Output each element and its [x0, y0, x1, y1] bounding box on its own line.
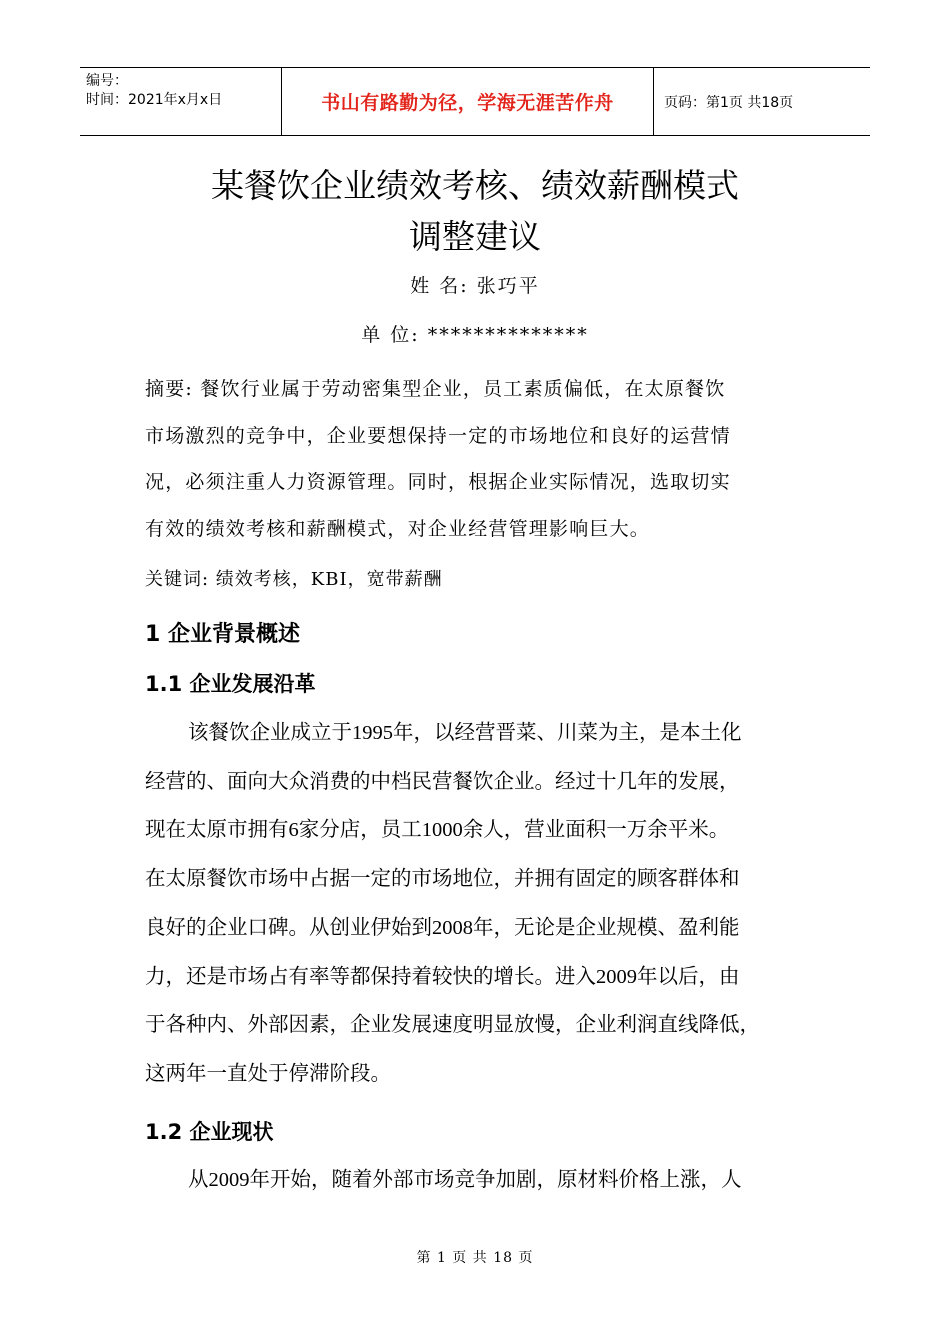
keywords: 关键词: 绩效考核，KBI，宽带薪酬 [145, 569, 443, 590]
header-motto-cell [282, 68, 654, 135]
paragraph-line: 力，还是市场占有率等都保持着较快的增长。进入2009年以后，由 [145, 965, 740, 988]
abstract-line: 市场激烈的竞争中，企业要想保持一定的市场地位和良好的运营情 [145, 424, 731, 447]
subsection-heading: 1.2 企业现状 [145, 1120, 274, 1144]
author-name: 姓 名: 张巧平 [410, 275, 540, 297]
number-label: 编号： [86, 73, 128, 89]
author-unit: 单 位: ************** [361, 324, 589, 346]
paragraph-line: 该餐饮企业成立于1995年，以经营晋菜、川菜为主，是本土化 [188, 722, 742, 744]
paragraph-line: 这两年一直处于停滞阶段。 [145, 1062, 391, 1085]
motto-text: 书山有路勤为径，学海无涯苦作舟 [321, 92, 614, 114]
abstract-line: 况，必须注重人力资源管理。同时，根据企业实际情况，选取切实 [145, 471, 731, 493]
paragraph-line: 良好的企业口碑。从创业伊始到2008年，无论是企业规模、盈利能 [145, 916, 740, 939]
paragraph-line: 于各种内、外部因素，企业发展速度明显放慢，企业利润直线降低， [145, 1014, 760, 1037]
page-info: 页码：第1页 共18页 [664, 94, 794, 111]
header-info-cell [80, 68, 282, 135]
paragraph [145, 709, 815, 1099]
abstract-line: 有效的绩效考核和薪酬模式，对企业经营管理影响巨大。 [145, 517, 651, 540]
paragraph-line: 现在太原市拥有6家分店，员工1000余人，营业面积一万余平米。 [145, 819, 730, 842]
paragraph [145, 1156, 815, 1205]
page-footer: 第 1 页 共 18 页 [416, 1250, 534, 1266]
subsection-heading: 1.1 企业发展沿革 [145, 672, 316, 696]
paragraph-line: 经营的、面向大众消费的中档民营餐饮企业。经过十几年的发展， [145, 770, 740, 793]
document-title-line1: 某餐饮企业绩效考核、绩效薪酬模式 [211, 166, 739, 205]
header-page-cell [654, 68, 870, 135]
section-heading: 1 企业背景概述 [145, 622, 300, 647]
time-label: 时间：2021年x月x日 [86, 92, 223, 108]
header-table [80, 67, 870, 136]
paragraph-line: 在太原餐饮市场中占据一定的市场地位，并拥有固定的顾客群体和 [145, 868, 740, 891]
abstract [145, 366, 815, 552]
abstract-line: 摘要: 餐饮行业属于劳动密集型企业，员工素质偏低，在太原餐饮 [145, 378, 726, 400]
document-title-line2: 调整建议 [409, 217, 541, 256]
paragraph-line: 从2009年开始，随着外部市场竞争加剧，原材料价格上涨，人 [188, 1169, 742, 1191]
